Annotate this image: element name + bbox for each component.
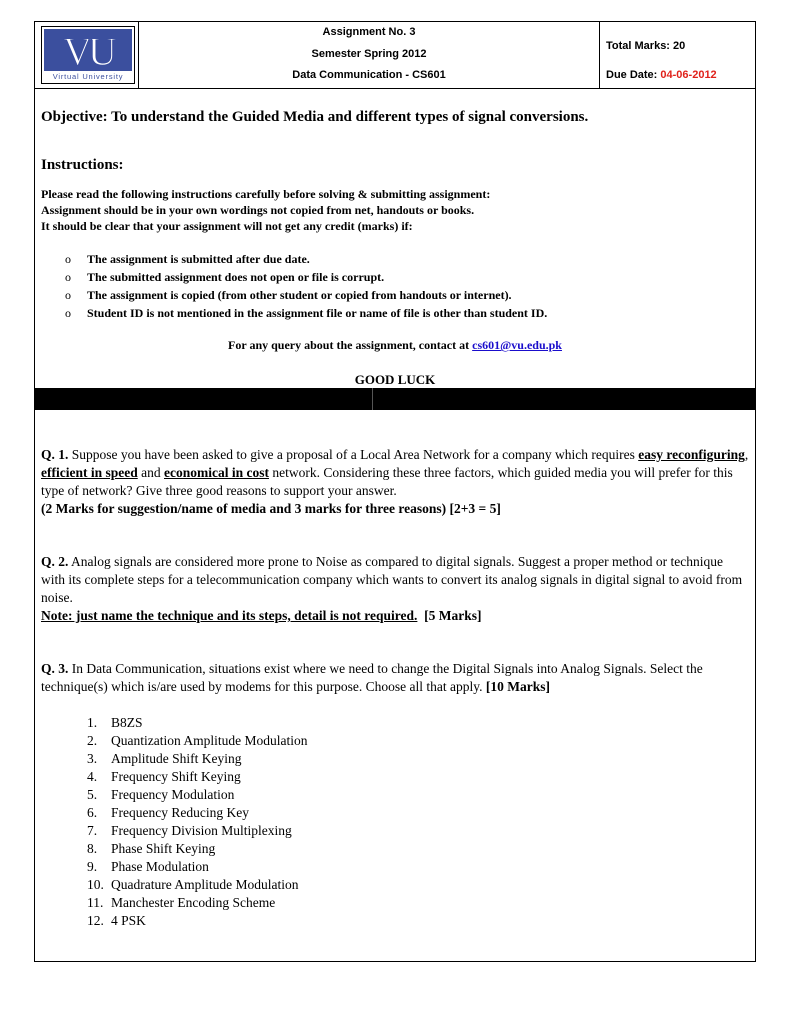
question-3: Q. 3. In Data Communication, situations exist where we need to change the Digital Signals into Analog Signals. Select the technique(s) which is/are used by modems for this purpose. Choose all that apply. [10 Marks]: [41, 661, 703, 694]
question-marks: [10 Marks]: [485, 679, 551, 694]
bar-split: [372, 388, 373, 410]
list-item: 3. Amplitude Shift Keying: [87, 751, 242, 766]
question-note: Note: just name the technique and its steps, detail is not required.: [41, 608, 418, 623]
list-item: 9. Phase Modulation: [87, 859, 209, 874]
logo-mark: [44, 29, 132, 71]
list-item: 8. Phase Shift Keying: [87, 841, 216, 856]
due-date-line: [606, 69, 717, 81]
question-1: Q. 1. Suppose you have been asked to give a proposal of a Local Area Network for a company which requires easy reconfiguring, efficient in speed and economical in cost network. Considering these three factors, which guided media you will prefer for this type of network? Give three good reasons to support your answer. (2 Marks for suggestion/name of media and 3 marks for three reasons) [2+3 = 5]: [41, 447, 749, 516]
list-item: 11. Manchester Encoding Scheme: [87, 895, 276, 910]
section-divider-bar: [35, 388, 755, 410]
contact-text: For any query about the assignment, contact at: [228, 338, 470, 352]
question-label: Q. 2.: [41, 554, 69, 569]
requirement-economical-cost: economical in cost: [164, 465, 269, 480]
list-item: o The assignment is copied (from other student or copied from handouts or internet).: [65, 288, 512, 302]
logo-text: VU: [63, 29, 113, 71]
total-marks: Total Marks: 20: [606, 40, 686, 52]
instruction-line: Please read the following instructions carefully before solving & submitting assignment:: [41, 187, 491, 201]
logo-cell: [35, 22, 139, 88]
question-label: Q. 3.: [41, 661, 69, 676]
good-luck: GOOD LUCK: [354, 372, 436, 387]
instructions-title: Instructions:: [41, 157, 124, 173]
bullet-icon: o: [65, 288, 71, 302]
question-label: Q. 1.: [41, 447, 69, 462]
contact-email-link[interactable]: cs601@vu.edu.pk: [472, 338, 562, 352]
logo-caption: Virtual University: [52, 72, 124, 81]
instruction-line: It should be clear that your assignment will not get any credit (marks) if:: [41, 219, 413, 233]
instruction-line: Assignment should be in your own wordings not copied from net, handouts or books.: [41, 203, 475, 217]
bullet-icon: o: [65, 306, 71, 320]
instruction-bullets: [65, 250, 547, 322]
bullet-icon: o: [65, 252, 71, 266]
requirement-easy-reconfiguring: easy reconfiguring: [638, 447, 745, 462]
question-marks: (2 Marks for suggestion/name of media and 3 marks for three reasons) [2+3 = 5]: [41, 501, 501, 516]
list-item: 2. Quantization Amplitude Modulation: [87, 733, 308, 748]
header-divider: [35, 88, 755, 89]
header-right: [599, 22, 755, 88]
list-item: 5. Frequency Modulation: [87, 787, 235, 802]
list-item: o Student ID is not mentioned in the assignment file or name of file is other than student ID.: [65, 306, 548, 320]
semester: Semester Spring 2012: [311, 48, 427, 60]
contact-line: [35, 338, 755, 353]
header-center: [139, 22, 599, 88]
list-item: 7. Frequency Division Multiplexing: [87, 823, 292, 838]
list-item: 1. B8ZS: [87, 715, 143, 730]
course-title: Data Communication - CS601: [292, 69, 446, 81]
bullet-icon: o: [65, 270, 71, 284]
list-item: 4. Frequency Shift Keying: [87, 769, 241, 784]
question-marks: [5 Marks]: [424, 608, 482, 623]
list-item: o The submitted assignment does not open or file is corrupt.: [65, 270, 385, 284]
list-item: 10. Quadrature Amplitude Modulation: [87, 877, 299, 892]
assignment-frame: [34, 21, 756, 962]
header-table: [35, 22, 755, 88]
list-item: o The assignment is submitted after due date.: [65, 252, 310, 266]
assignment-number: Assignment No. 3: [322, 26, 416, 38]
objective: Objective: To understand the Guided Media and different types of signal conversions.: [41, 109, 589, 125]
list-item: 6. Frequency Reducing Key: [87, 805, 249, 820]
instructions-text: [41, 186, 490, 234]
requirement-efficient-speed: efficient in speed: [41, 465, 138, 480]
q3-options: [87, 714, 307, 930]
vu-logo-icon: [44, 29, 132, 71]
list-item: 12. 4 PSK: [87, 913, 146, 928]
due-date-label: Due Date:: [606, 69, 658, 81]
university-logo: [41, 26, 135, 84]
due-date-value: 04-06-2012: [660, 69, 717, 81]
question-2: Q. 2. Analog signals are considered more prone to Noise as compared to digital signals. Suggest a proper method or technique with its complete steps for a telecommunication company which wants to convert its analog signals in digital signal to avoid from noise. Note: just name the technique and its steps, detail is not required. [5 Marks]: [41, 554, 743, 623]
